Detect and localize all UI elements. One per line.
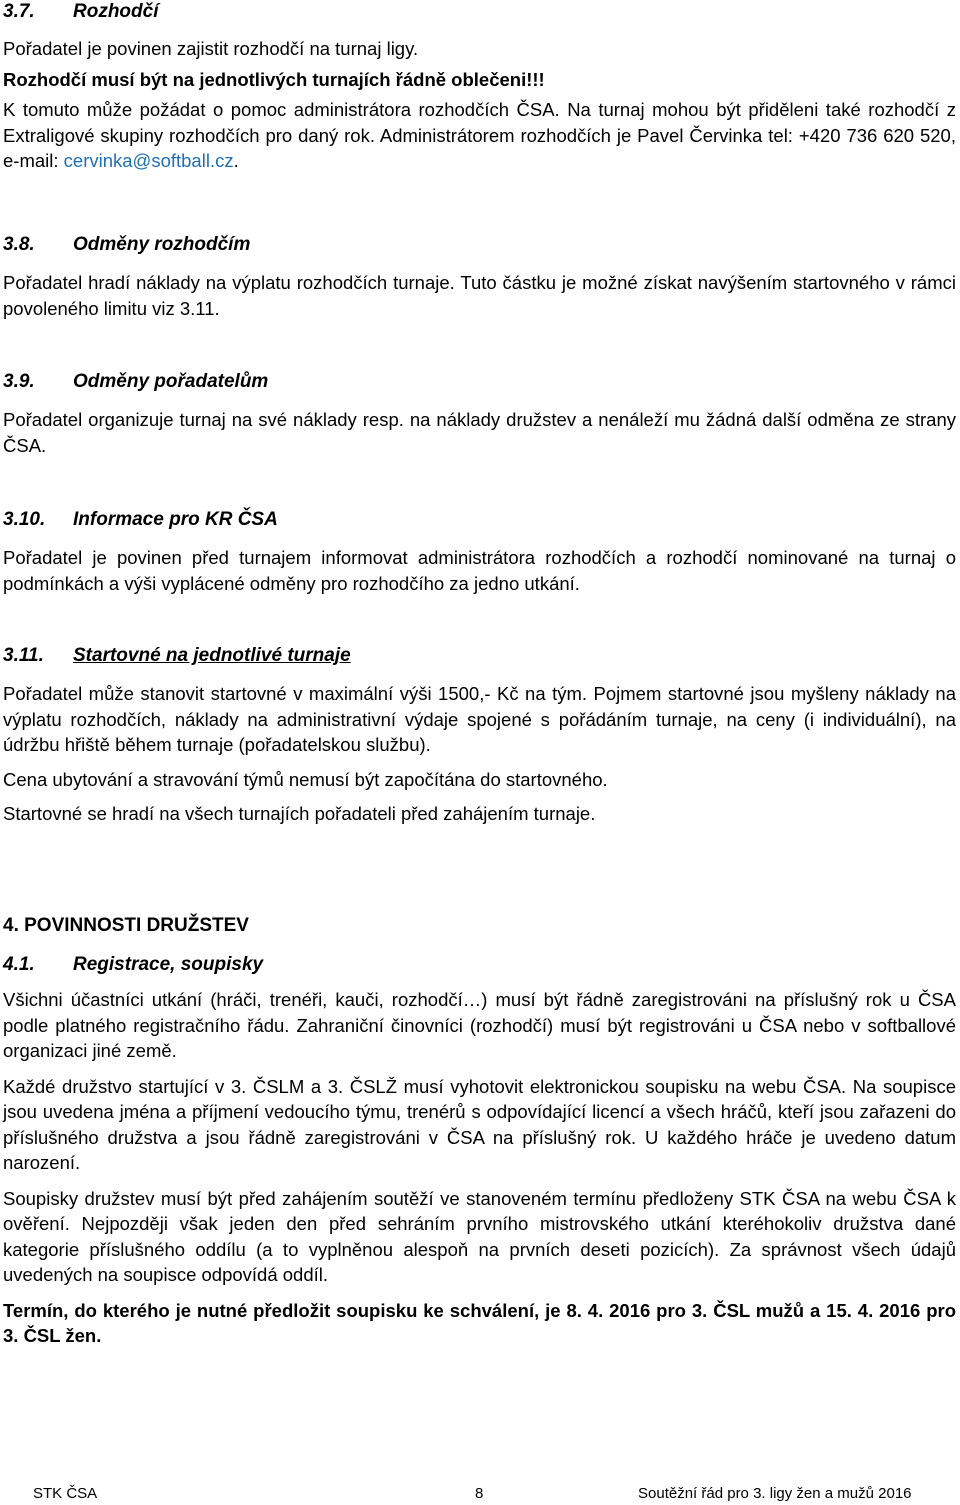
section-number: 4.1. bbox=[3, 954, 35, 975]
email-link[interactable]: cervinka@softball.cz bbox=[63, 150, 234, 171]
footer-page-number: 8 bbox=[475, 1485, 484, 1502]
paragraph: Všichni účastníci utkání (hráči, trenéři, kauči, rozhodčí…) musí být řádně zaregistrováni na příslušný rok u ČSA podle platného registračního řádu. Zahraniční činovníci (rozhodčí) musí být registrováni u ČSA nebo v softballové organizaci jiné země. bbox=[3, 989, 956, 1061]
section-title: Startovné na jednotlivé turnaje bbox=[73, 645, 351, 666]
section-number: 3.8. bbox=[3, 234, 35, 255]
paragraph: Pořadatel hradí náklady na výplatu rozhodčích turnaje. Tuto částku je možné získat navýšením startovného v rámci povoleného limitu viz 3.11. bbox=[3, 272, 956, 319]
paragraph: Pořadatel je povinen před turnajem informovat administrátora rozhodčích a rozhodčí nominované na turnaj o podmínkách a výši vyplácené odměny pro rozhodčího za jedno utkání. bbox=[3, 547, 956, 594]
paragraph-deadline: Termín, do kterého je nutné předložit soupisku ke schválení, je 8. 4. 2016 pro 3. ČSL mužů a 15. 4. 2016 pro 3. ČSL žen. bbox=[3, 1299, 956, 1346]
section-heading bbox=[3, 370, 956, 394]
paragraph: Soupisky družstev musí být před zahájením soutěží ve stanoveném termínu předloženy STK ČSA na webu ČSA k ověření. Nejpozději však jeden den před sehráním prvního mistrovského utkání kteréhokoliv družstva dané kategorie příslušného oddílu (a to vyplněnou alespoň na prvních deseti pozicích). Za správnost všech údajů uvedených na soupisce odpovídá oddíl. bbox=[3, 1187, 956, 1285]
section-heading bbox=[3, 233, 956, 257]
section-number: 3.11. bbox=[3, 645, 44, 666]
section-number: 3.9. bbox=[3, 371, 35, 392]
paragraph: Startovné se hradí na všech turnajích pořadateli před zahájením turnaje. bbox=[3, 803, 596, 824]
section-title: Rozhodčí bbox=[73, 1, 159, 22]
section-heading bbox=[3, 0, 956, 24]
section-title: Informace pro KR ČSA bbox=[73, 509, 278, 530]
section-number: 3.10. bbox=[3, 509, 46, 530]
contact-text-end: . bbox=[233, 150, 239, 171]
section-3-11 bbox=[3, 644, 956, 827]
section-heading bbox=[3, 508, 956, 532]
section-3-10 bbox=[3, 508, 956, 596]
contact-text: K tomuto může požádat o pomoc administrátora rozhodčích ČSA. Na turnaj mohou být přiděleni také rozhodčí z Extraligové skupiny rozhodčích pro daný rok. Administrátorem rozhodčích je Pavel Červinka tel: +420 736 620 520, e-mail: bbox=[3, 99, 956, 171]
section-title: Registrace, soupisky bbox=[73, 954, 264, 975]
footer-left: STK ČSA bbox=[33, 1485, 98, 1502]
paragraph-bold: Rozhodčí musí být na jednotlivých turnajích řádně oblečeni!!! bbox=[3, 68, 545, 90]
section-title: Odměny pořadatelům bbox=[73, 371, 269, 392]
chapter-title: 4. POVINNOSTI DRUŽSTEV bbox=[3, 915, 249, 936]
footer-right: Soutěžní řád pro 3. ligy žen a mužů 2016 bbox=[638, 1485, 912, 1502]
section-3-7 bbox=[3, 0, 956, 174]
section-3-9 bbox=[3, 370, 956, 458]
paragraph-contact bbox=[3, 97, 956, 174]
chapter-4 bbox=[3, 914, 956, 938]
paragraph: Pořadatel je povinen zajistit rozhodčí na turnaj ligy. bbox=[3, 38, 419, 59]
section-heading bbox=[3, 644, 956, 668]
paragraph: Pořadatel může stanovit startovné v maximální výši 1500,- Kč na tým. Pojmem startovné jsou myšleny náklady na výplatu rozhodčích, náklady na administrativní výdaje spojené s pořádáním turnaje, na ceny (i individuální), na údržbu hřiště během turnaje (pořadatelskou službu). bbox=[3, 683, 956, 755]
paragraph: Každé družstvo startující v 3. ČSLM a 3. ČSLŽ musí vyhotovit elektronickou soupisku na webu ČSA. Na soupisce jsou uvedena jména a příjmení vedoucího týmu, trenérů s odpovídající licencí a všech hráčů, kteří jsou zařazeni do příslušného družstva a jsou řádně zaregistrováni v ČSA na příslušný rok. U každého hráče je uvedeno datum narození. bbox=[3, 1075, 956, 1173]
section-number: 3.7. bbox=[3, 1, 35, 22]
section-4-1 bbox=[3, 953, 956, 1349]
section-heading bbox=[3, 953, 956, 977]
section-title: Odměny rozhodčím bbox=[73, 234, 251, 255]
section-3-8 bbox=[3, 233, 956, 321]
paragraph: Pořadatel organizuje turnaj na své náklady resp. na náklady družstev a nenáleží mu žádná další odměna ze strany ČSA. bbox=[3, 409, 956, 456]
paragraph: Cena ubytování a stravování týmů nemusí být započítána do startovného. bbox=[3, 768, 608, 790]
